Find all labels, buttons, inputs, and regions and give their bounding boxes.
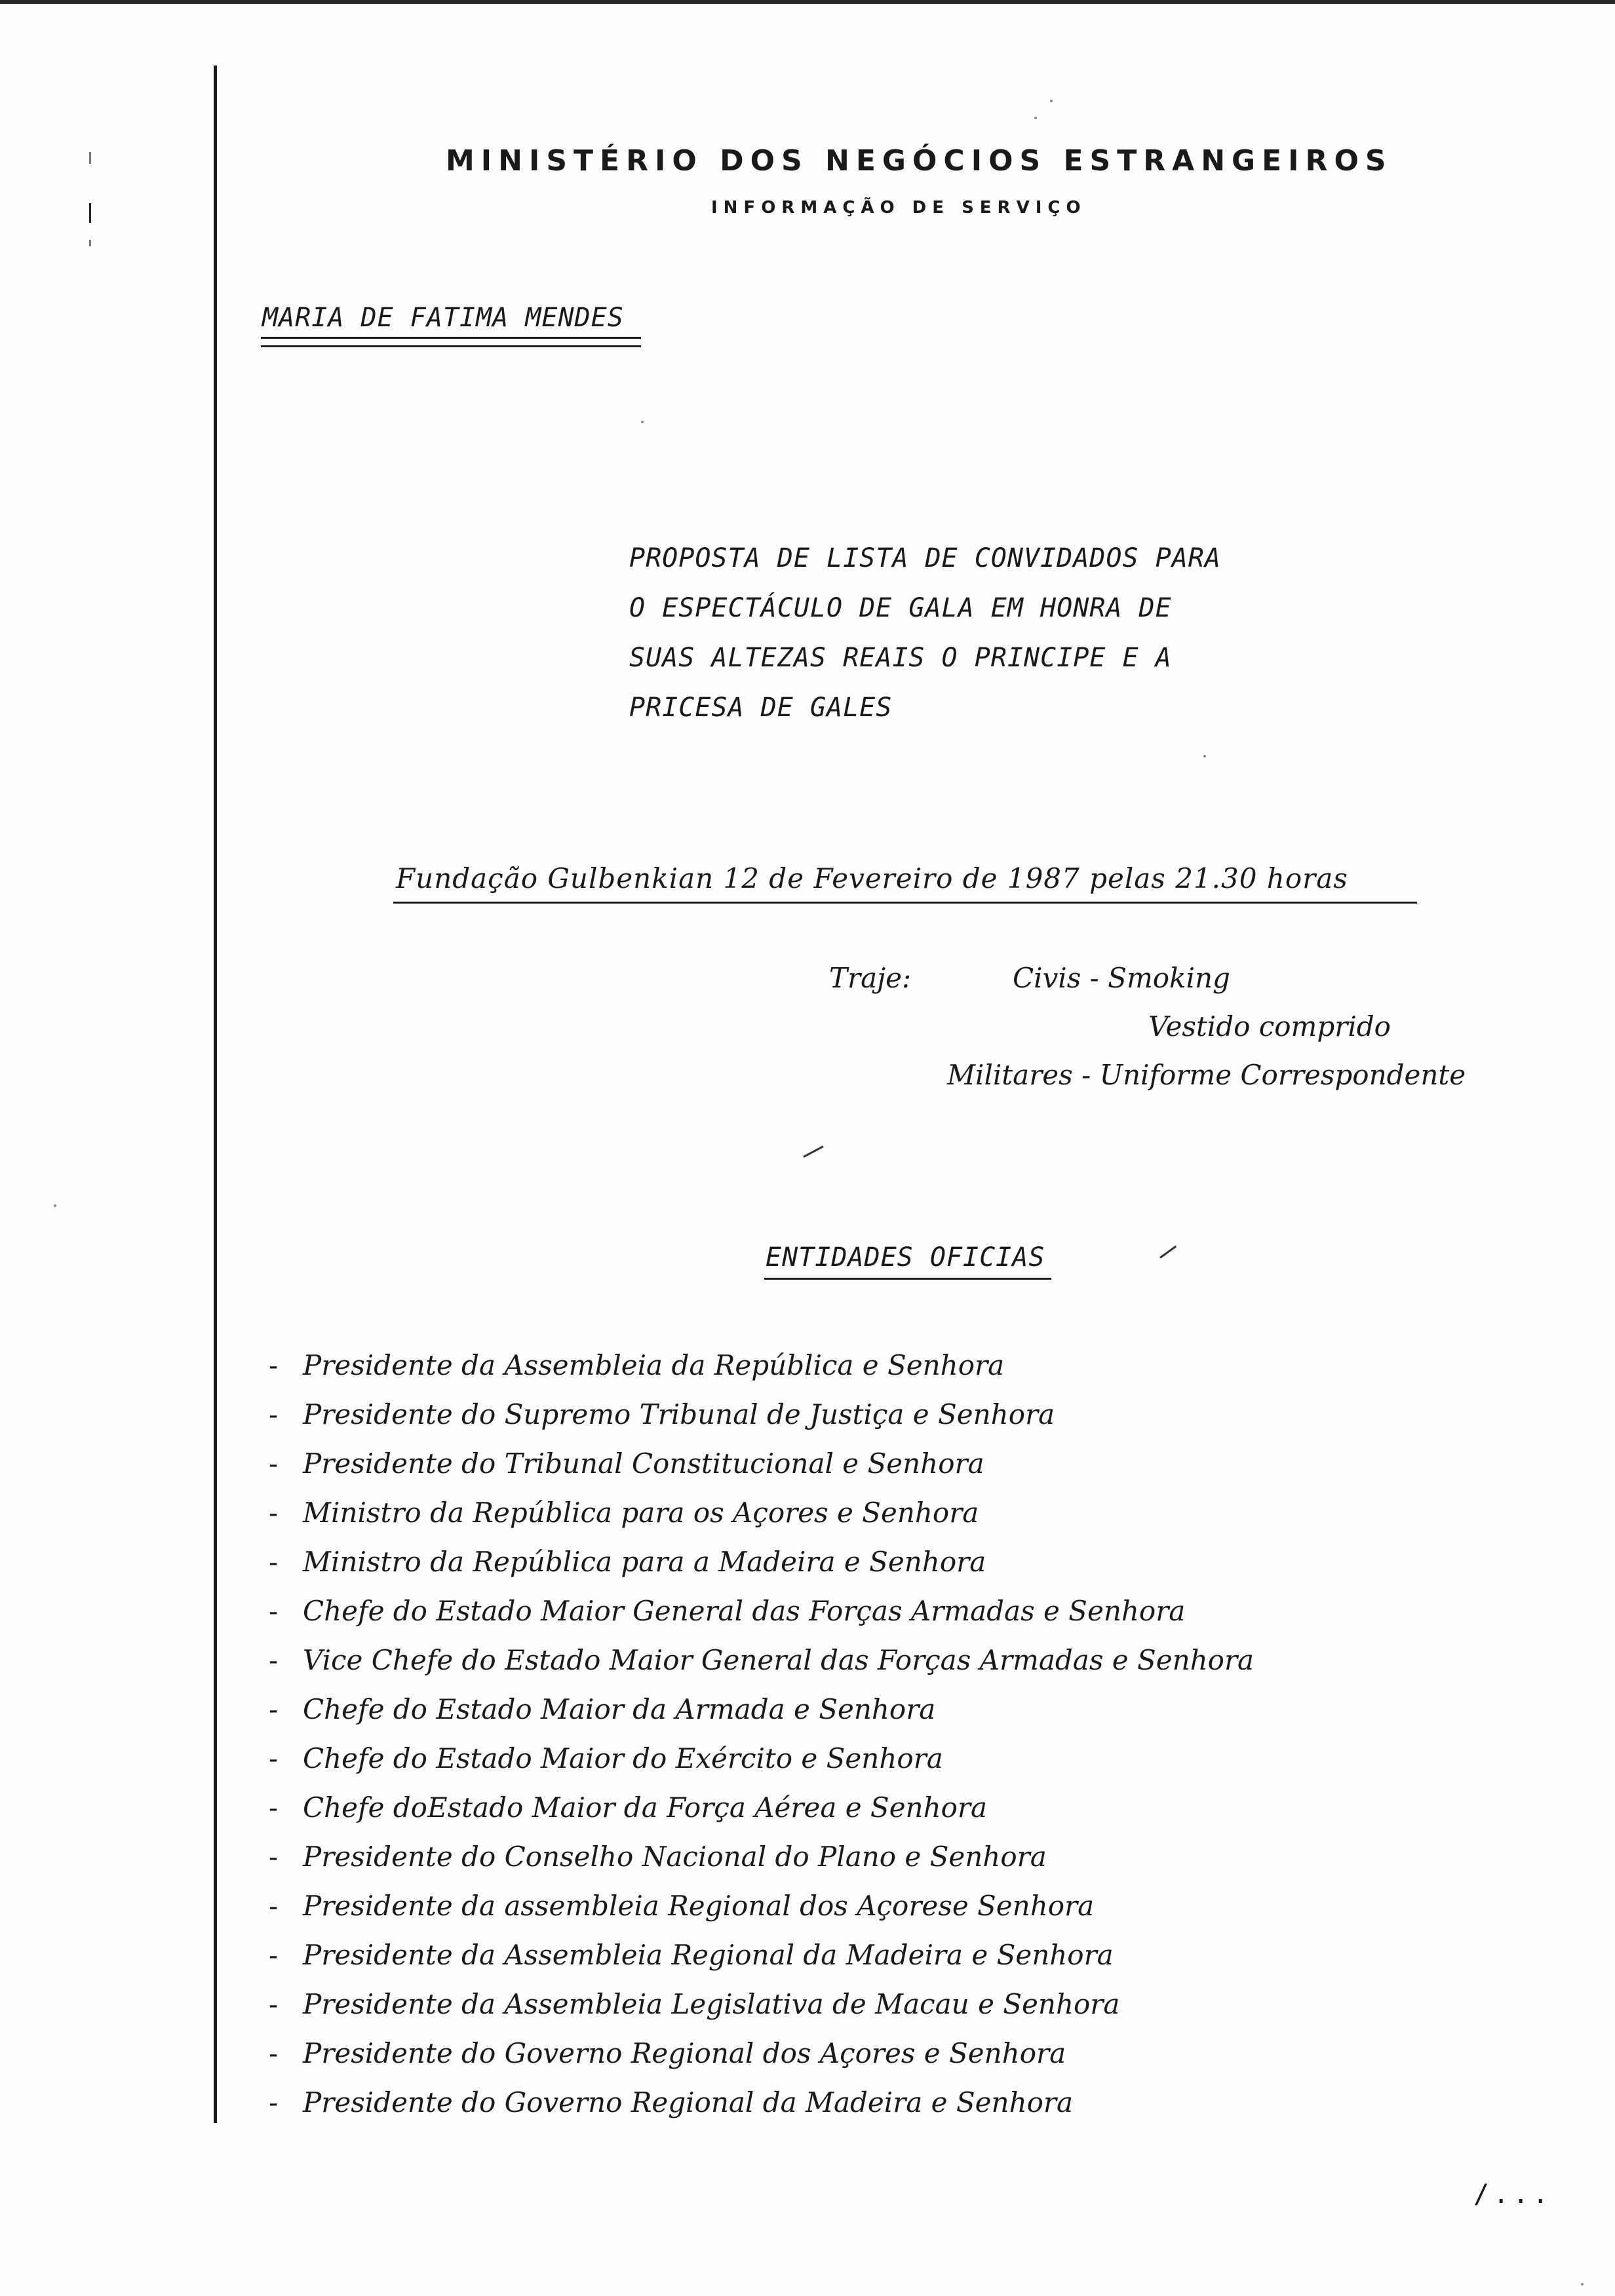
dress-code-military: Militares - Uniforme Correspondente: [947, 1059, 1466, 1091]
list-bullet: -: [269, 1693, 279, 1725]
list-bullet: -: [269, 2086, 279, 2118]
list-bullet: -: [269, 1988, 279, 2020]
margin-rule: [214, 66, 217, 2123]
list-bullet: -: [269, 1447, 279, 1480]
stray-pen-mark: [803, 1145, 823, 1158]
list-bullet: -: [269, 1349, 279, 1381]
scan-speck: [1050, 100, 1053, 102]
ministry-title: MINISTÉRIO DOS NEGÓCIOS ESTRANGEIROS: [446, 144, 1393, 178]
list-item-text: Vice Chefe do Estado Maior General das Forças Armadas e Senhora: [303, 1644, 1255, 1676]
scan-speck: [1581, 2283, 1584, 2286]
list-item: [269, 1488, 1254, 1537]
author-double-underline: [261, 337, 641, 347]
list-item-text: Presidente da assembleia Regional dos Açorese Senhora: [303, 1890, 1095, 1922]
list-item-text: Presidente do Conselho Nacional do Plano e Senhora: [303, 1841, 1047, 1873]
list-bullet: -: [269, 1841, 279, 1873]
subject-line: SUAS ALTEZAS REAIS O PRINCIPE E A: [629, 643, 1172, 673]
punch-mark: [89, 240, 91, 246]
list-item-text: Ministro da República para os Açores e Senhora: [303, 1497, 979, 1529]
list-bullet: -: [269, 1939, 279, 1971]
dress-code-civilians: Civis - Smoking: [1013, 962, 1230, 994]
list-bullet: -: [269, 1546, 279, 1578]
list-item: [269, 1636, 1254, 1685]
list-item: [269, 1734, 1254, 1783]
subject-line: O ESPECTÁCULO DE GALA EM HONRA DE: [629, 593, 1172, 623]
author-name: MARIA DE FATIMA MENDES: [262, 303, 624, 333]
list-item-text: Presidente do Supremo Tribunal de Justiça e Senhora: [303, 1398, 1055, 1430]
ministry-subtitle: INFORMAÇÃO DE SERVIÇO: [711, 198, 1087, 218]
list-item-text: Chefe do Estado Maior do Exército e Senhora: [303, 1742, 943, 1774]
subject-block: [629, 533, 1239, 733]
list-item: [269, 1832, 1254, 1881]
list-bullet: -: [269, 1644, 279, 1676]
scan-speck: [1203, 755, 1206, 757]
list-bullet: -: [269, 2037, 279, 2069]
list-item: [269, 2078, 1254, 2127]
list-item-text: Presidente da Assembleia Regional da Madeira e Senhora: [303, 1939, 1114, 1971]
list-item: [269, 1685, 1254, 1734]
subject-line: PRICESA DE GALES: [629, 693, 893, 723]
list-bullet: -: [269, 1791, 279, 1824]
list-item: [269, 1586, 1254, 1636]
list-item: [269, 1881, 1254, 1930]
list-item-text: Presidente do Governo Regional da Madeira e Senhora: [303, 2086, 1074, 2118]
section-heading: ENTIDADES OFICIAS: [766, 1242, 1045, 1272]
list-item-text: Ministro da República para a Madeira e Senhora: [303, 1546, 986, 1578]
list-item-text: Presidente do Tribunal Constitucional e Senhora: [303, 1447, 984, 1480]
scan-speck: [1034, 117, 1037, 119]
list-bullet: -: [269, 1742, 279, 1774]
list-item-text: Presidente da Assembleia Legislativa de Macau e Senhora: [303, 1988, 1120, 2020]
dress-code-label: Traje:: [829, 962, 912, 994]
list-item: [269, 1390, 1254, 1439]
event-underline: [393, 902, 1417, 904]
scan-speck: [54, 1204, 56, 1207]
list-bullet: -: [269, 1398, 279, 1430]
event-details: Fundação Gulbenkian 12 de Fevereiro de 1987 pelas 21.30 horas: [396, 862, 1348, 894]
list-item-text: Presidente do Governo Regional dos Açores e Senhora: [303, 2037, 1066, 2069]
list-item: [269, 1537, 1254, 1586]
list-item-text: Presidente da Assembleia da República e Senhora: [303, 1349, 1005, 1381]
continuation-mark: /...: [1473, 2179, 1553, 2210]
list-item-text: Chefe do Estado Maior da Armada e Senhora: [303, 1693, 936, 1725]
list-bullet: -: [269, 1595, 279, 1627]
list-bullet: -: [269, 1497, 279, 1529]
scan-top-edge: [0, 0, 1615, 4]
list-item: [269, 1930, 1254, 1980]
section-underline: [764, 1278, 1051, 1280]
list-item-text: Chefe doEstado Maior da Força Aérea e Senhora: [303, 1791, 988, 1824]
list-item: [269, 1783, 1254, 1832]
list-item-text: Chefe do Estado Maior General das Forças Armadas e Senhora: [303, 1595, 1186, 1627]
punch-mark: [89, 152, 91, 164]
list-item: [269, 1439, 1254, 1488]
list-bullet: -: [269, 1890, 279, 1922]
dress-code-civilians-women: Vestido comprido: [1148, 1010, 1391, 1043]
list-item: [269, 2029, 1254, 2078]
punch-mark: [89, 203, 91, 223]
stray-pen-mark: [1159, 1246, 1177, 1259]
subject-line: PROPOSTA DE LISTA DE CONVIDADOS PARA: [629, 543, 1221, 573]
guest-list: [269, 1341, 1254, 2127]
list-item: [269, 1341, 1254, 1390]
scan-speck: [641, 421, 644, 423]
list-item: [269, 1980, 1254, 2029]
